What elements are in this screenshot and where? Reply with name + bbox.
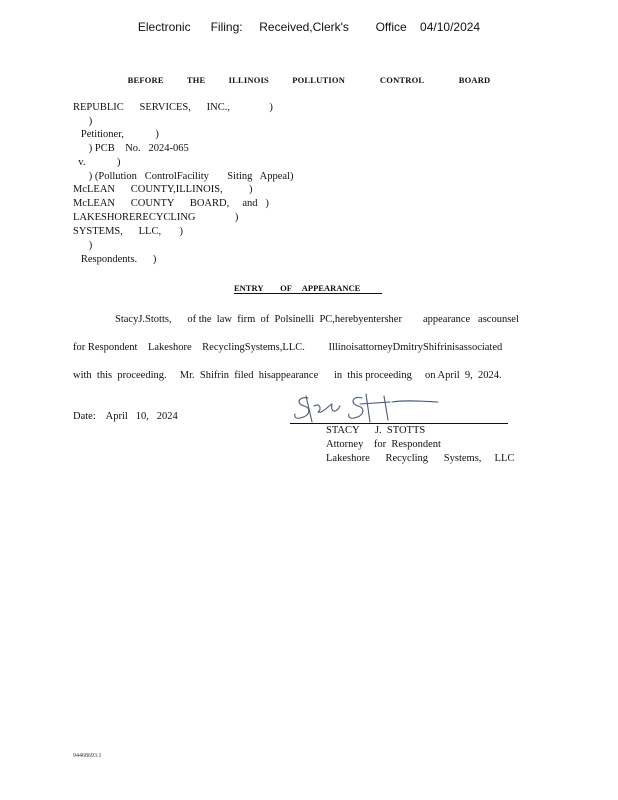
caption-line: SYSTEMS, LLC, ) (73, 226, 183, 237)
board-title: BEFORE THE ILLINOIS POLLUTION CONTROL BOARD (127, 75, 491, 85)
caption-line: ) (Pollution ControlFacility Siting Appeal) (73, 171, 294, 182)
caption-line: ) (73, 116, 93, 127)
caption-line: ) (73, 240, 93, 251)
date-line: Date: April 10, 2024 (73, 411, 178, 422)
document-title: ENTRY OF APPEARANCE (234, 283, 382, 294)
caption-line: Petitioner, ) (73, 129, 159, 140)
body-line: with this proceeding. Mr. Shifrin filed hisappearance in this proceeding on April 9, 2024. (73, 370, 502, 381)
caption-line: Respondents. ) (73, 254, 157, 265)
filing-stamp-header: Electronic Filing: Received,Clerk's Office 04/10/2024 (137, 20, 481, 34)
signatory-name: STACY J. STOTTS (326, 425, 426, 436)
caption-line: v. ) (73, 157, 121, 168)
caption-line: ) PCB No. 2024-065 (73, 143, 189, 154)
body-line: StacyJ.Stotts, of the law firm of Polsinelli PC,herebyentersher appearance ascounsel (73, 314, 519, 325)
caption-line: McLEAN COUNTY,ILLINOIS, ) (73, 184, 253, 195)
signatory-role: Attorney for Respondent (326, 439, 441, 450)
caption-line: LAKESHORERECYCLING ) (73, 212, 239, 223)
signature-line (290, 423, 508, 424)
document-id-footer: 94468693.1 (73, 753, 102, 759)
caption-line: REPUBLIC SERVICES, INC., ) (73, 102, 273, 113)
caption-line: McLEAN COUNTY BOARD, and ) (73, 198, 269, 209)
signatory-company: Lakeshore Recycling Systems, LLC (326, 453, 515, 464)
body-line: for Respondent Lakeshore RecyclingSystems,LLC. IllinoisattorneyDmitryShifrinisassociated (73, 342, 503, 353)
